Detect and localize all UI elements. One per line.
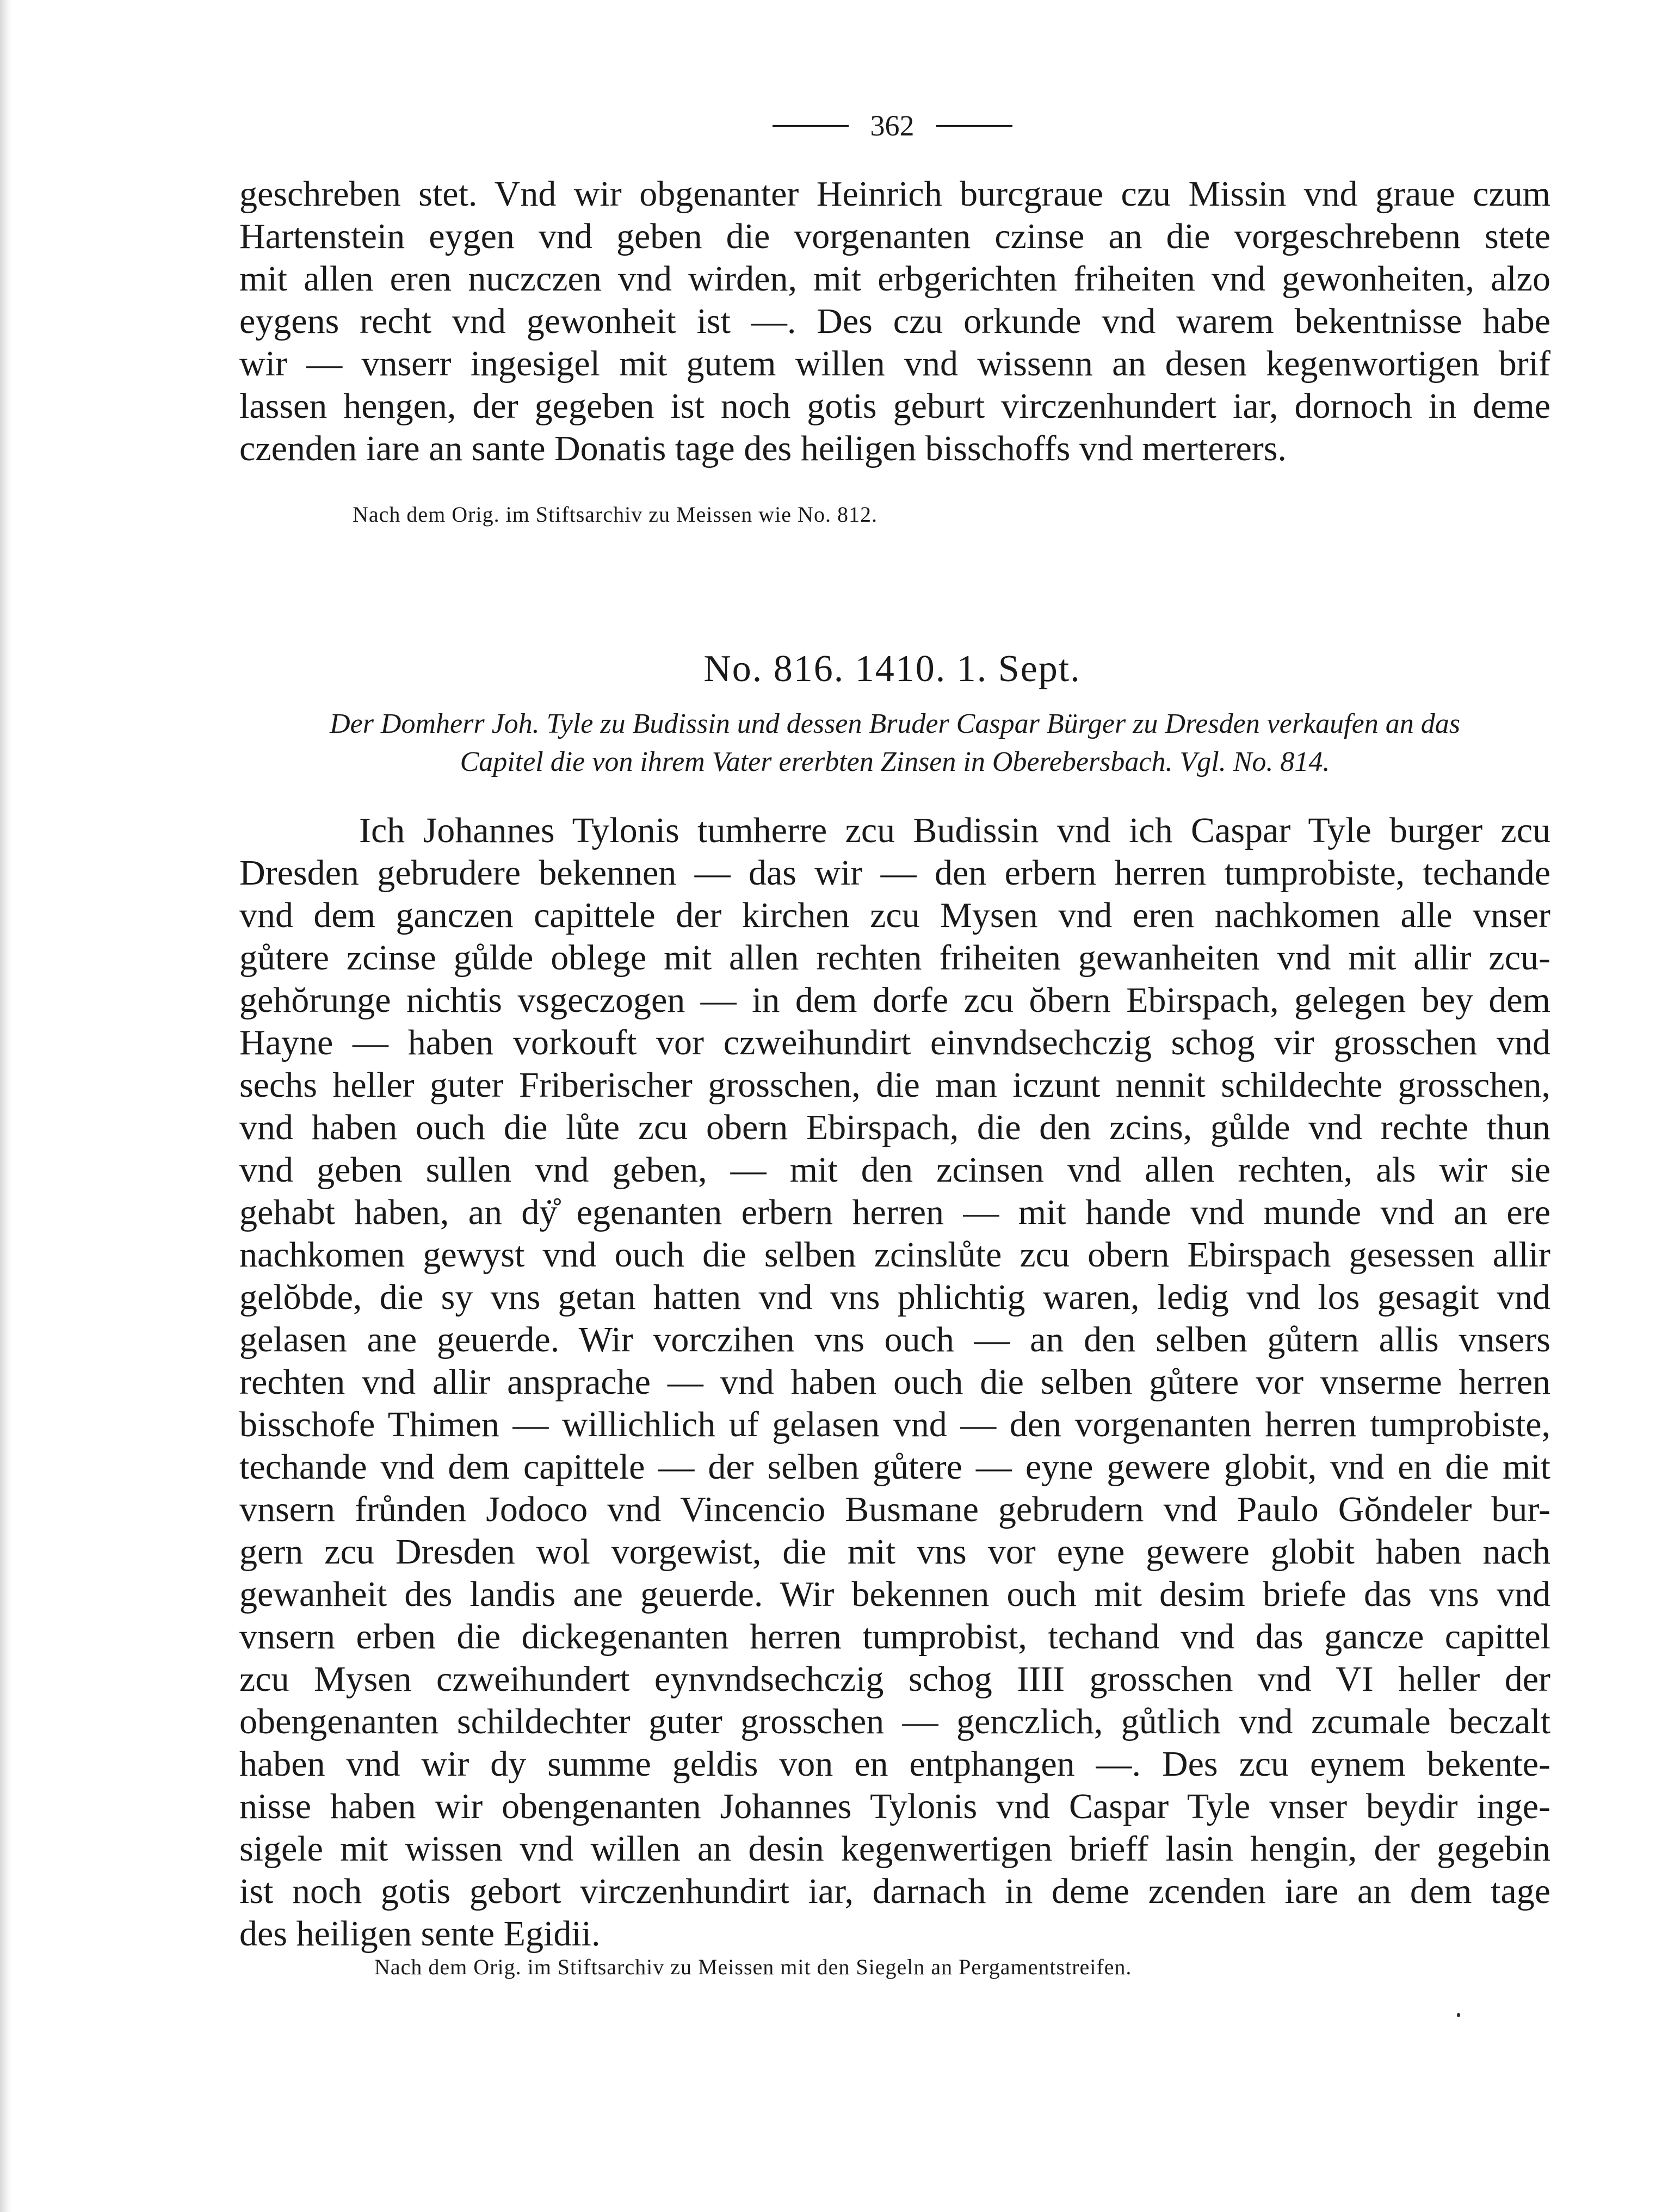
page-number-rule-right (936, 125, 1012, 127)
source-note: Nach dem Orig. im Stiftsarchiv zu Meissen wie No. 812. (353, 502, 878, 527)
page-number-rule-left (773, 125, 849, 127)
source-note: Nach dem Orig. im Stiftsarchiv zu Meissen mit den Siegeln an Pergamentstreifen. (374, 1955, 1132, 1979)
text-line: gelasen ane geuerde. Wir vorczihen vns ouch — an den selben gůtern allis vnsers (239, 1320, 1550, 1360)
text-line: haben vnd wir dy summe geldis von en entphangen —. Des zcu eynem bekente- (239, 1744, 1550, 1784)
text-line: rechten vnd allir ansprache — vnd haben ouch die selben gůtere vor vnserme herren (239, 1362, 1550, 1402)
text-line: eygens recht vnd gewonheit ist —. Des czu orkunde vnd warem bekentnisse habe (239, 301, 1550, 341)
summary-line: Capitel die von ihrem Vater ererbten Zinsen in Oberebersbach. Vgl. No. 814. (460, 746, 1330, 777)
text-line: Hartenstein eygen vnd geben die vorgenanten czinse an die vorgeschrebenn stete (239, 217, 1550, 256)
text-line: des heiligen sente Egidii. (239, 1914, 601, 1954)
text-line: nachkomen gewyst vnd ouch die selben zcinslůte zcu obern Ebirspach gesessen allir (239, 1235, 1550, 1275)
text-line: vnsern frůnden Jodoco vnd Vincencio Busmane gebrudern vnd Paulo Gŏndeler bur- (239, 1490, 1550, 1529)
text-line: gelŏbde, die sy vns getan hatten vnd vns phlichtig waren, ledig vnd los gesagit vnd (239, 1277, 1550, 1317)
text-line: techande vnd dem capittele — der selben gůtere — eyne gewere globit, vnd en die mit (239, 1447, 1550, 1487)
text-line: bisschofe Thimen — willichlich uf gelasen vnd — den vorgenanten herren tumprobiste, (239, 1405, 1550, 1444)
text-line: geschreben stet. Vnd wir obgenanter Heinrich burcgraue czu Missin vnd graue czum (239, 174, 1550, 214)
document-heading: No. 816. 1410. 1. Sept. (703, 648, 1081, 690)
text-line: gewanheit des landis ane geuerde. Wir bekennen ouch mit desim briefe das vns vnd (239, 1574, 1550, 1614)
binding-edge (0, 0, 12, 2212)
text-line: ist noch gotis gebort virczenhundirt iar, darnach in deme zcenden iare an dem tage (239, 1871, 1550, 1911)
text-line: vnd dem ganczen capittele der kirchen zcu Mysen vnd eren nachkomen alle vnser (239, 895, 1550, 935)
text-line: gehŏrunge nichtis vsgeczogen — in dem dorfe zcu ŏbern Ebirspach, gelegen bey dem (239, 980, 1550, 1020)
page-number (740, 109, 1045, 143)
text-line: sechs heller guter Friberischer grosschen, die man iczunt nennit schildechte grosschen, (239, 1065, 1550, 1105)
text-line: vnd haben ouch die lůte zcu obern Ebirspach, die den zcins, gůlde vnd rechte thun (239, 1108, 1550, 1147)
text-line: Ich Johannes Tylonis tumherre zcu Budissin vnd ich Caspar Tyle burger zcu (359, 811, 1550, 850)
page-number-text: 362 (870, 109, 915, 142)
text-line: Dresden gebrudere bekennen — das wir — den erbern herren tumprobiste, techande (239, 853, 1550, 893)
text-line: wir — vnserr ingesigel mit gutem willen vnd wissenn an desen kegenwortigen brif (239, 344, 1550, 384)
text-line: czenden iare an sante Donatis tage des heiligen bisschoffs vnd merterers. (239, 429, 1287, 468)
text-line: lassen hengen, der gegeben ist noch gotis geburt virczenhundert iar, dornoch in deme (239, 386, 1550, 426)
text-line: sigele mit wissen vnd willen an desin kegenwertigen brieff lasin hengin, der gegebin (239, 1829, 1550, 1869)
text-line: gehabt haben, an dẏ̊ egenanten erbern herren — mit hande vnd munde vnd an ere (239, 1192, 1550, 1232)
text-line: vnd geben sullen vnd geben, — mit den zcinsen vnd allen rechten, als wir sie (239, 1150, 1550, 1190)
text-line: obengenanten schildechter guter grosschen — genczlich, gůtlich vnd zcumale beczalt (239, 1702, 1550, 1741)
text-line: gern zcu Dresden wol vorgewist, die mit vns vor eyne gewere globit haben nach (239, 1532, 1550, 1572)
document-summary (239, 705, 1550, 781)
text-line: Hayne — haben vorkouft vor czweihundirt einvndsechczig schog vir grosschen vnd (239, 1023, 1550, 1062)
ink-speck (1457, 2013, 1460, 2017)
document-body (239, 810, 1550, 1955)
text-line: nisse haben wir obengenanten Johannes Tylonis vnd Caspar Tyle vnser beydir inge- (239, 1787, 1550, 1826)
text-line: gůtere zcinse gůlde oblege mit allen rechten friheiten gewanheiten vnd mit allir zcu- (239, 938, 1550, 978)
text-line: zcu Mysen czweihundert eynvndsechczig schog IIII grosschen vnd VI heller der (239, 1659, 1550, 1699)
text-line: vnsern erben die dickegenanten herren tumprobist, techand vnd das gancze capittel (239, 1617, 1550, 1657)
summary-line: Der Domherr Joh. Tyle zu Budissin und dessen Bruder Caspar Bürger zu Dresden verkaufen an das (330, 708, 1460, 739)
continuation-text (239, 173, 1550, 470)
text-line: mit allen eren nuczczen vnd wirden, mit erbgerichten friheiten vnd gewonheiten, alzo (239, 259, 1550, 299)
